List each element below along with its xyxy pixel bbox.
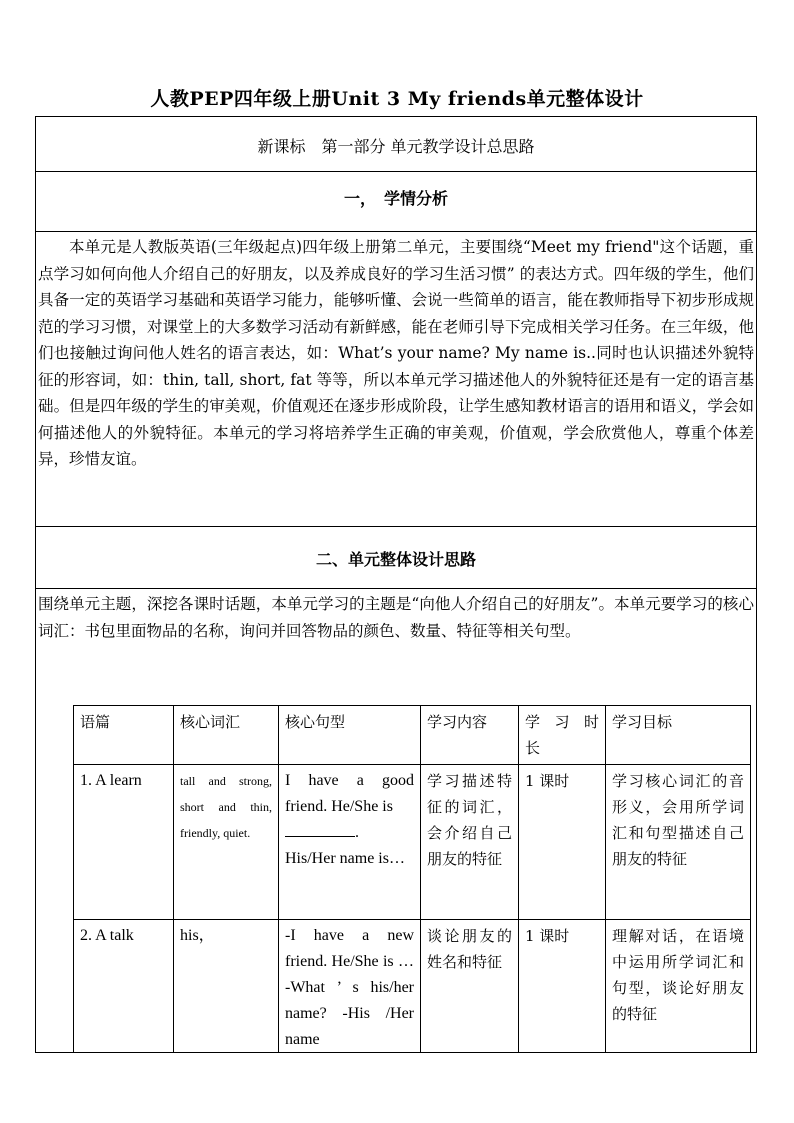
duration-cell: 1 课时	[519, 765, 606, 920]
blank-line	[285, 820, 355, 837]
page-bottom-margin	[0, 1053, 794, 1123]
section-heading-1: 一， 学情分析	[343, 189, 448, 208]
header-cell: 核心词汇	[174, 706, 279, 765]
divider	[35, 588, 757, 589]
section-body-1: 本单元是人教版英语(三年级起点)四年级上册第二单元，主要围绕“Meet my friend"这个话题，重点学习如何向他人介绍自己的好朋友，以及养成良好的学习生活习惯” 的表达方式。四年级的学生，他们具备一定的英语学习基础和英语学习能力，能够听懂、会说一些简单的语言，能在教师指导下初步形成规范的学习习惯，对课堂上的大多数学习活动有新鲜感，能在老师引导下完成相关学习任务。在三年级，他们也接触过询问他人姓名的语言表达，如：What’s your name? My name is..同时也认识描述外貌特征的形容词，如：thin, tall, short, fat 等等，所以本单元学习描述他人的外貌特征还是有一定的语言基础。但是四年级的学生的审美观，价值观还在逐步形成阶段，让学生感知教材语言的语用和语义，学会如何描述他人的外貌特征。本单元的学习将培养学生正确的审美观，价值观，学会欣赏他人，尊重个体差异，珍惜友谊。	[38, 238, 754, 468]
document-title: 人教PEP四年级上册Unit 3 My friends单元整体设计	[150, 88, 644, 110]
vocab-cell: tall and strong, short and thin, friendly, quiet.	[174, 765, 279, 920]
section-heading-2: 二、单元整体设计思路	[315, 550, 476, 569]
header-cell: 学习目标	[606, 706, 751, 765]
section-body-2: 围绕单元主题，深挖各课时话题，本单元学习的主题是“向他人介绍自己的好朋友”。本单元要学习的核心词汇：书包里面物品的名称，询问并回答物品的颜色、数量、特征等相关句型。	[38, 595, 754, 640]
pattern-text: His/Her name is…	[285, 850, 405, 867]
header-cell: 核心句型	[279, 706, 421, 765]
lesson-plan-table	[73, 705, 751, 1057]
goal-cell: 学习核心词汇的音形义，会用所学词汇和句型描述自己朋友的特征	[606, 765, 751, 920]
lesson-cell: 2. A talk	[74, 920, 174, 1057]
content-cell: 学习描述特征的词汇，会介绍自己朋友的特征	[421, 765, 519, 920]
divider	[35, 526, 757, 527]
pattern-text: I have a good friend. He/She is	[285, 772, 414, 815]
divider	[35, 171, 757, 172]
pattern-cell: -I have a new friend. He/She is … -What ’ s his/her name? -His /Her name	[279, 920, 421, 1057]
header-cell: 语篇	[74, 706, 174, 765]
divider	[35, 231, 757, 232]
pattern-cell	[279, 765, 421, 920]
header-cell: 学习内容	[421, 706, 519, 765]
vocab-cell: his，	[174, 920, 279, 1057]
table-row	[74, 765, 751, 920]
table-header-row	[74, 706, 751, 765]
header-row: 新课标 第一部分 单元教学设计总思路	[257, 137, 535, 156]
duration-cell: 1 课时	[519, 920, 606, 1057]
table-row	[74, 920, 751, 1057]
goal-cell: 理解对话，在语境中运用所学词汇和句型，谈论好朋友的特征	[606, 920, 751, 1057]
header-cell: 学 习 时 长	[519, 706, 606, 765]
content-cell: 谈论朋友的姓名和特征	[421, 920, 519, 1057]
lesson-cell: 1. A learn	[74, 765, 174, 920]
pattern-text: .	[355, 824, 359, 841]
